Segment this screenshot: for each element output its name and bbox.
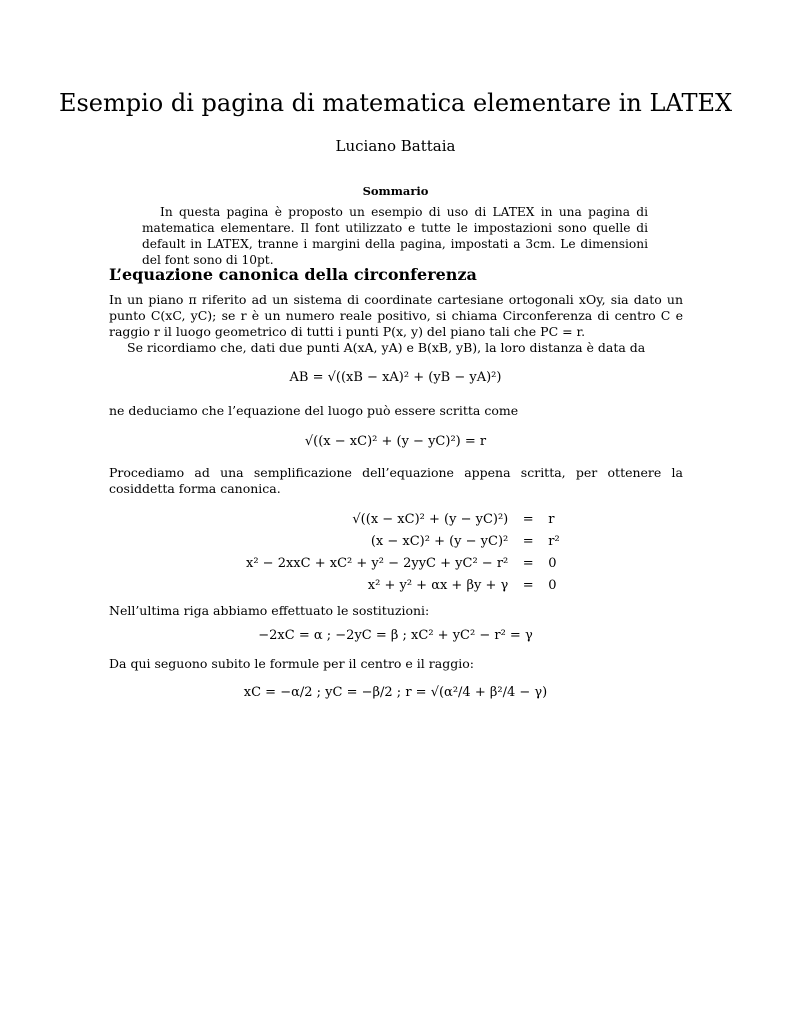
abstract-body (142, 204, 648, 268)
align-row (246, 530, 560, 552)
align-row (246, 552, 560, 574)
paragraph-substitutions-intro: Nell’ultima riga abbiamo effettuato le sostituzioni: (109, 603, 430, 618)
align-rel: = (522, 511, 534, 527)
align-rhs: 0 (548, 577, 557, 593)
abstract-text: In questa pagina è proposto un esempio di uso di LATEX in una pagina di matematica elementare. Il font utilizzato e tutte le impostazioni sono quelle di default in LATEX, tranne i margini della pagina, impostati a 3cm. Le dimensioni del font sono di 10pt. (142, 205, 648, 267)
section-heading: L’equazione canonica della circonferenza (109, 265, 477, 284)
align-rel: = (522, 555, 534, 571)
paragraph-simplification: Procediamo ad una semplificazione dell’equazione appena scritta, per ottenere la cosiddetta forma canonica. (109, 465, 683, 496)
page-title (0, 88, 791, 118)
align-lhs: x² − 2xxC + xC² + y² − 2yyC + yC² − r² (246, 555, 509, 571)
author: Luciano Battaia (335, 137, 456, 155)
abstract-heading: Sommario (362, 184, 429, 198)
equation-distance: AB = √((xB − xA)² + (yB − yA)²) (289, 370, 502, 385)
align-row (246, 574, 560, 596)
align-rhs: 0 (548, 555, 557, 571)
align-lhs: √((x − xC)² + (y − yC)²) (352, 511, 509, 527)
align-lhs: (x − xC)² + (y − yC)² (370, 533, 509, 549)
equation-center-radius: xC = −α/2 ; yC = −β/2 ; r = √(α²/4 + β²/4 − γ) (243, 685, 548, 700)
align-row (246, 508, 560, 530)
equation-align (246, 508, 560, 596)
align-lhs: x² + y² + αx + βy + γ (367, 577, 509, 593)
equation-locus: √((x − xC)² + (y − yC)²) = r (304, 434, 487, 449)
paragraph-distance-intro: Se ricordiamo che, dati due punti A(xA, yA) e B(xB, yB), la loro distanza è data da (127, 340, 646, 355)
align-rhs: r² (548, 533, 560, 549)
paragraph-formulas-intro: Da qui seguono subito le formule per il centro e il raggio: (109, 656, 474, 671)
paragraph-locus-intro: ne deduciamo che l’equazione del luogo può essere scritta come (109, 403, 519, 418)
align-rel: = (522, 577, 534, 593)
align-rel: = (522, 533, 534, 549)
paragraph-definition: In un piano π riferito ad un sistema di coordinate cartesiane ortogonali xOy, sia dato un punto C(xC, yC); se r è un numero reale positivo, si chiama Circonferenza di centro C e raggio r il luogo geometrico di tutti i punti P(x, y) del piano tali che PC = r. (109, 292, 683, 339)
equation-substitutions: −2xC = α ; −2yC = β ; xC² + yC² − r² = γ (258, 628, 533, 643)
align-rhs: r (548, 511, 555, 527)
title-text: Esempio di pagina di matematica elementare in LATEX (58, 89, 733, 117)
